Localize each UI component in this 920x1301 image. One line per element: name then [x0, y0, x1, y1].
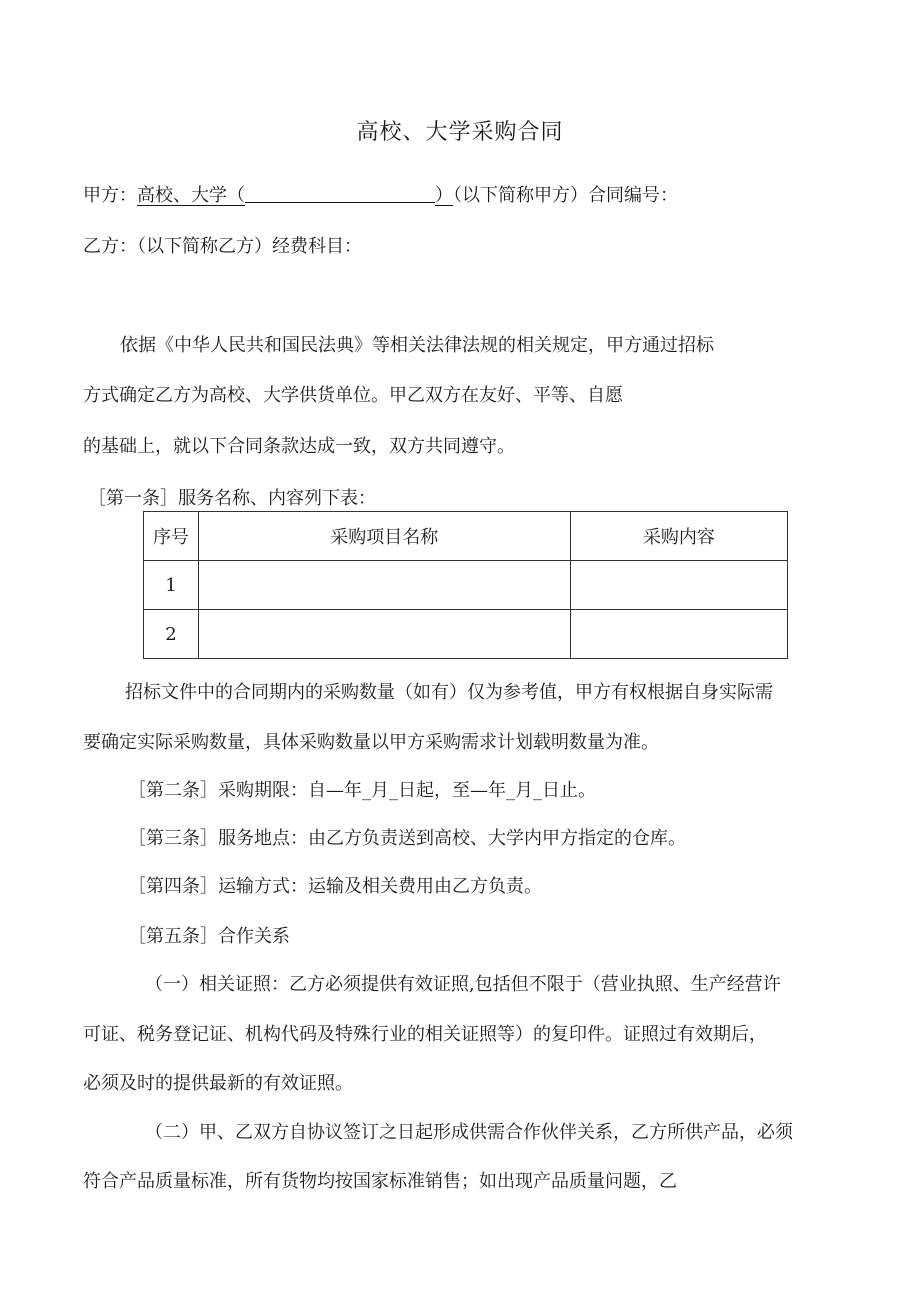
table-row — [144, 561, 788, 610]
row-content — [570, 561, 787, 610]
party-a-name: 高校、大学（ ） — [137, 185, 453, 206]
row-item-name — [198, 610, 570, 659]
document-title: 高校、大学采购合同 — [356, 120, 564, 145]
article-2: ［第二条］采购期限：自—年_月_日起，至—年_月_日止。 — [128, 780, 596, 801]
header-cell-item-name: 采购项目名称 — [198, 512, 570, 561]
row-index: 2 — [144, 610, 199, 659]
intro-line-3: 的基础上，就以下合同条款达成一致，双方共同遵守。 — [83, 436, 515, 457]
items-table — [143, 511, 788, 659]
party-a-line — [83, 184, 678, 208]
party-a-suffix: （以下简称甲方）合同编号： — [453, 185, 678, 206]
article-4: ［第四条］运输方式：运输及相关费用由乙方负责。 — [128, 876, 542, 897]
clause-1-line-3: 必须及时的提供最新的有效证照。 — [83, 1073, 353, 1094]
header-cell-index: 序号 — [144, 512, 199, 561]
note-line-2: 要确定实际采购数量，具体采购数量以甲方采购需求计划载明数量为准。 — [83, 732, 659, 753]
clause-1-line-2: 可证、税务登记证、机构代码及特殊行业的相关证照等）的复印件。证照过有效期后， — [83, 1024, 767, 1045]
row-item-name — [198, 561, 570, 610]
party-b-line: 乙方：（以下简称乙方）经费科目： — [83, 236, 362, 257]
note-line-1: 招标文件中的合同期内的采购数量（如有）仅为参考值，甲方有权根据自身实际需 — [125, 682, 773, 703]
clause-2-line-2: 符合产品质量标准，所有货物均按国家标准销售；如出现产品质量问题，乙 — [83, 1171, 677, 1192]
table-header-row — [144, 512, 788, 561]
intro-line-1: 依据《中华人民共和国民法典》等相关法律法规的相关规定，甲方通过招标 — [120, 335, 714, 356]
clause-2-line-1: （二）甲、乙双方自协议签订之日起形成供需合作伙伴关系，乙方所供产品，必须 — [145, 1122, 793, 1143]
party-a-label: 甲方： — [83, 185, 137, 206]
party-a-blank — [245, 184, 435, 203]
table-row — [144, 610, 788, 659]
article-1-heading: ［第一条］服务名称、内容列下表： — [88, 488, 376, 509]
article-3: ［第三条］服务地点：由乙方负责送到高校、大学内甲方指定的仓库。 — [128, 828, 686, 849]
row-content — [570, 610, 787, 659]
clause-1-line-1: （一）相关证照：乙方必须提供有效证照,包括但不限于（营业执照、生产经营许 — [145, 974, 781, 995]
intro-line-2: 方式确定乙方为高校、大学供货单位。甲乙双方在友好、平等、自愿 — [83, 385, 623, 406]
row-index: 1 — [144, 561, 199, 610]
header-cell-content: 采购内容 — [570, 512, 787, 561]
article-5: ［第五条］合作关系 — [128, 926, 290, 947]
